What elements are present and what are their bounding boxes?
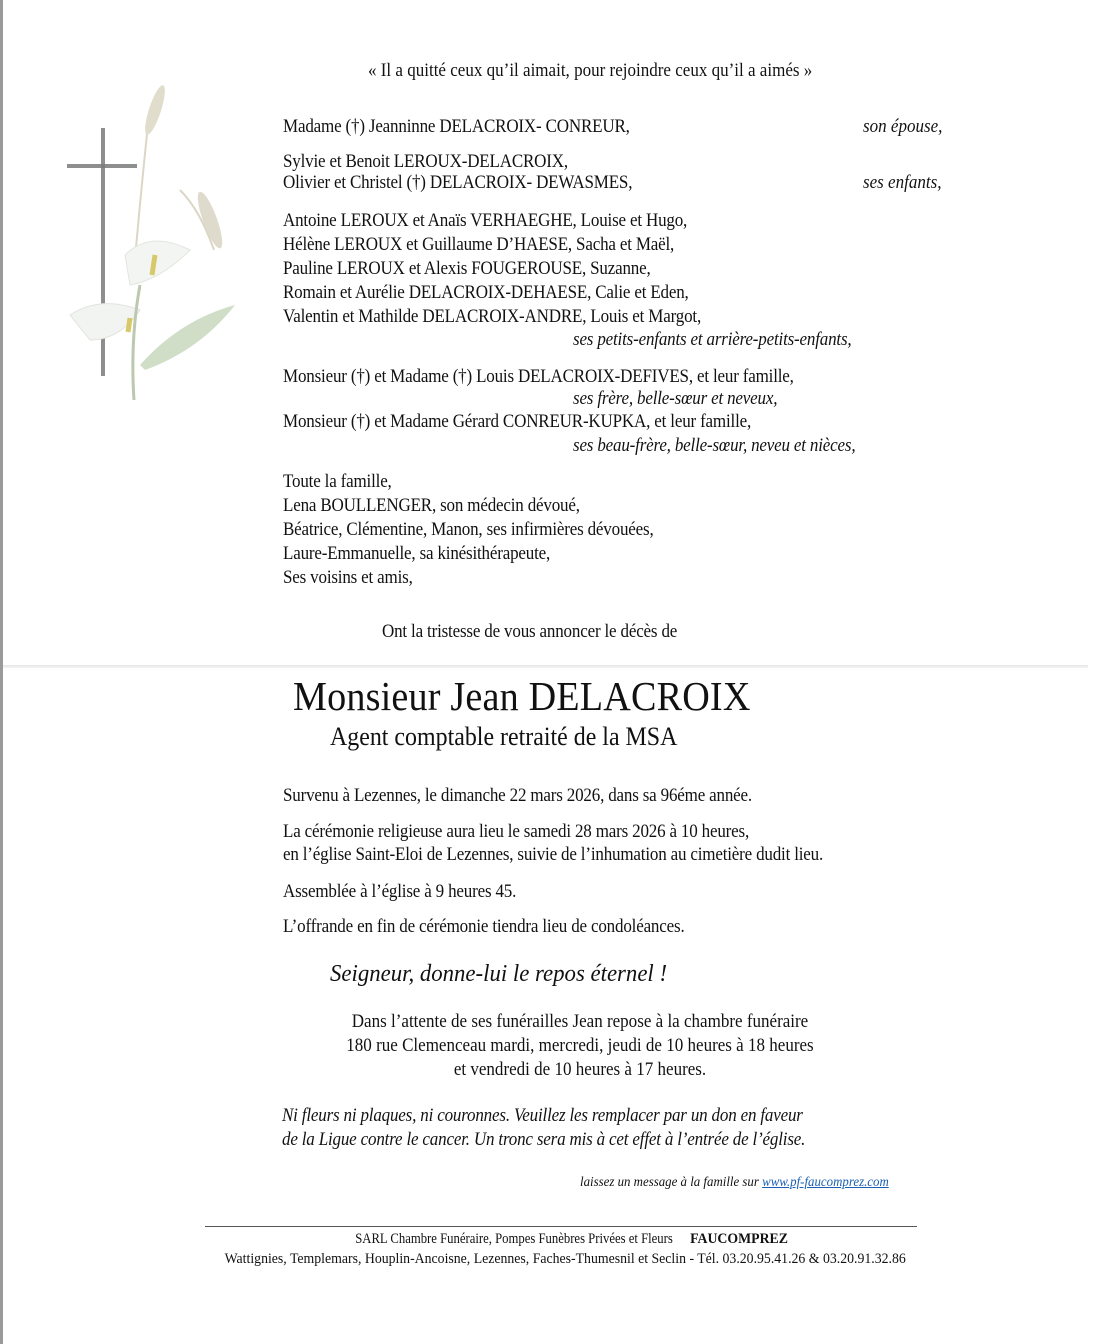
visitation-line: et vendredi de 10 heures à 17 heures.	[453, 1060, 707, 1080]
family-role: ses frère, belle-sœur et neveux,	[573, 389, 778, 409]
footer-company-text: SARL Chambre Funéraire, Pompes Funèbres Privées et Fleurs	[355, 1231, 674, 1247]
fold-divider	[3, 665, 1088, 668]
announcement: Ont la tristesse de vous annoncer le décès de	[382, 622, 678, 642]
other-mourner: Lena BOULLENGER, son médecin dévoué,	[283, 496, 580, 516]
donation-line: Ni fleurs ni plaques, ni couronnes. Veuillez les remplacer par un don en faveur	[282, 1106, 803, 1126]
footer-locations-text: Wattignies, Templemars, Houplin-Ancoisne, Lezennes, Faches-Thumesnil et Seclin - Tél. 03.20.95.41.26 & 03.20.91.32.86	[224, 1251, 906, 1267]
family-line: Monsieur (†) et Madame Gérard CONREUR-KUPKA, et leur famille,	[283, 412, 752, 432]
prayer: Seigneur, donne-lui le repos éternel !	[330, 960, 668, 987]
family-role: ses enfants,	[863, 173, 942, 193]
message-note	[580, 1175, 889, 1191]
quote: « Il a quitté ceux qu’il aimait, pour rejoindre ceux qu’il a aimés »	[368, 61, 813, 81]
footer-company	[150, 1231, 980, 1248]
detail-line: La cérémonie religieuse aura lieu le samedi 28 mars 2026 à 10 heures,	[283, 822, 750, 842]
footer-divider	[205, 1226, 917, 1227]
detail-line: Assemblée à l’église à 9 heures 45.	[283, 882, 517, 902]
lily-flower-icon	[70, 241, 235, 400]
family-line: Madame (†) Jeanninne DELACROIX- CONREUR,	[283, 117, 630, 137]
family-line: Monsieur (†) et Madame (†) Louis DELACROIX-DEFIVES, et leur famille,	[283, 367, 794, 387]
family-line: Antoine LEROUX et Anaïs VERHAEGHE, Louise et Hugo,	[283, 211, 688, 231]
cross-lily-illustration	[30, 70, 240, 410]
family-line: Olivier et Christel (†) DELACROIX- DEWASMES,	[283, 173, 633, 193]
visitation-info	[220, 1010, 940, 1082]
donation-line: de la Ligue contre le cancer. Un tronc sera mis à cet effet à l’entrée de l’église.	[282, 1130, 806, 1150]
family-line: Romain et Aurélie DELACROIX-DEHAESE, Calie et Eden,	[283, 283, 689, 303]
visitation-line: Dans l’attente de ses funérailles Jean repose à la chambre funéraire	[351, 1012, 809, 1032]
deceased-name: Monsieur Jean DELACROIX	[293, 673, 751, 719]
family-role: ses petits-enfants et arrière-petits-enfants,	[573, 330, 852, 350]
footer-brand: FAUCOMPREZ	[690, 1231, 789, 1247]
other-mourner: Laure-Emmanuelle, sa kinésithérapeute,	[283, 544, 551, 564]
detail-line: L’offrande en fin de cérémonie tiendra lieu de condoléances.	[283, 917, 685, 937]
footer-locations	[150, 1251, 980, 1268]
detail-line: Survenu à Lezennes, le dimanche 22 mars 2026, dans sa 96éme année.	[283, 786, 752, 806]
family-line: Valentin et Mathilde DELACROIX-ANDRE, Louis et Margot,	[283, 307, 702, 327]
other-mourner: Ses voisins et amis,	[283, 568, 413, 588]
message-prefix: laissez un message à la famille sur	[580, 1175, 759, 1190]
family-line: Pauline LEROUX et Alexis FOUGEROUSE, Suzanne,	[283, 259, 651, 279]
detail-line: en l’église Saint-Eloi de Lezennes, suivie de l’inhumation au cimetière dudit lieu.	[283, 845, 824, 865]
page-edge	[0, 0, 3, 1344]
other-mourner: Béatrice, Clémentine, Manon, ses infirmières dévouées,	[283, 520, 654, 540]
website-link[interactable]: www.pf-faucomprez.com	[762, 1175, 889, 1190]
family-line: Sylvie et Benoit LEROUX-DELACROIX,	[283, 152, 568, 172]
other-mourner: Toute la famille,	[283, 472, 392, 492]
family-role: ses beau-frère, belle-sœur, neveu et nièces,	[573, 436, 856, 456]
visitation-line: 180 rue Clemenceau mardi, mercredi, jeudi de 10 heures à 18 heures	[346, 1036, 814, 1056]
family-role: son épouse,	[863, 117, 943, 137]
deceased-title: Agent comptable retraité de la MSA	[330, 722, 678, 751]
family-line: Hélène LEROUX et Guillaume D’HAESE, Sacha et Maël,	[283, 235, 675, 255]
